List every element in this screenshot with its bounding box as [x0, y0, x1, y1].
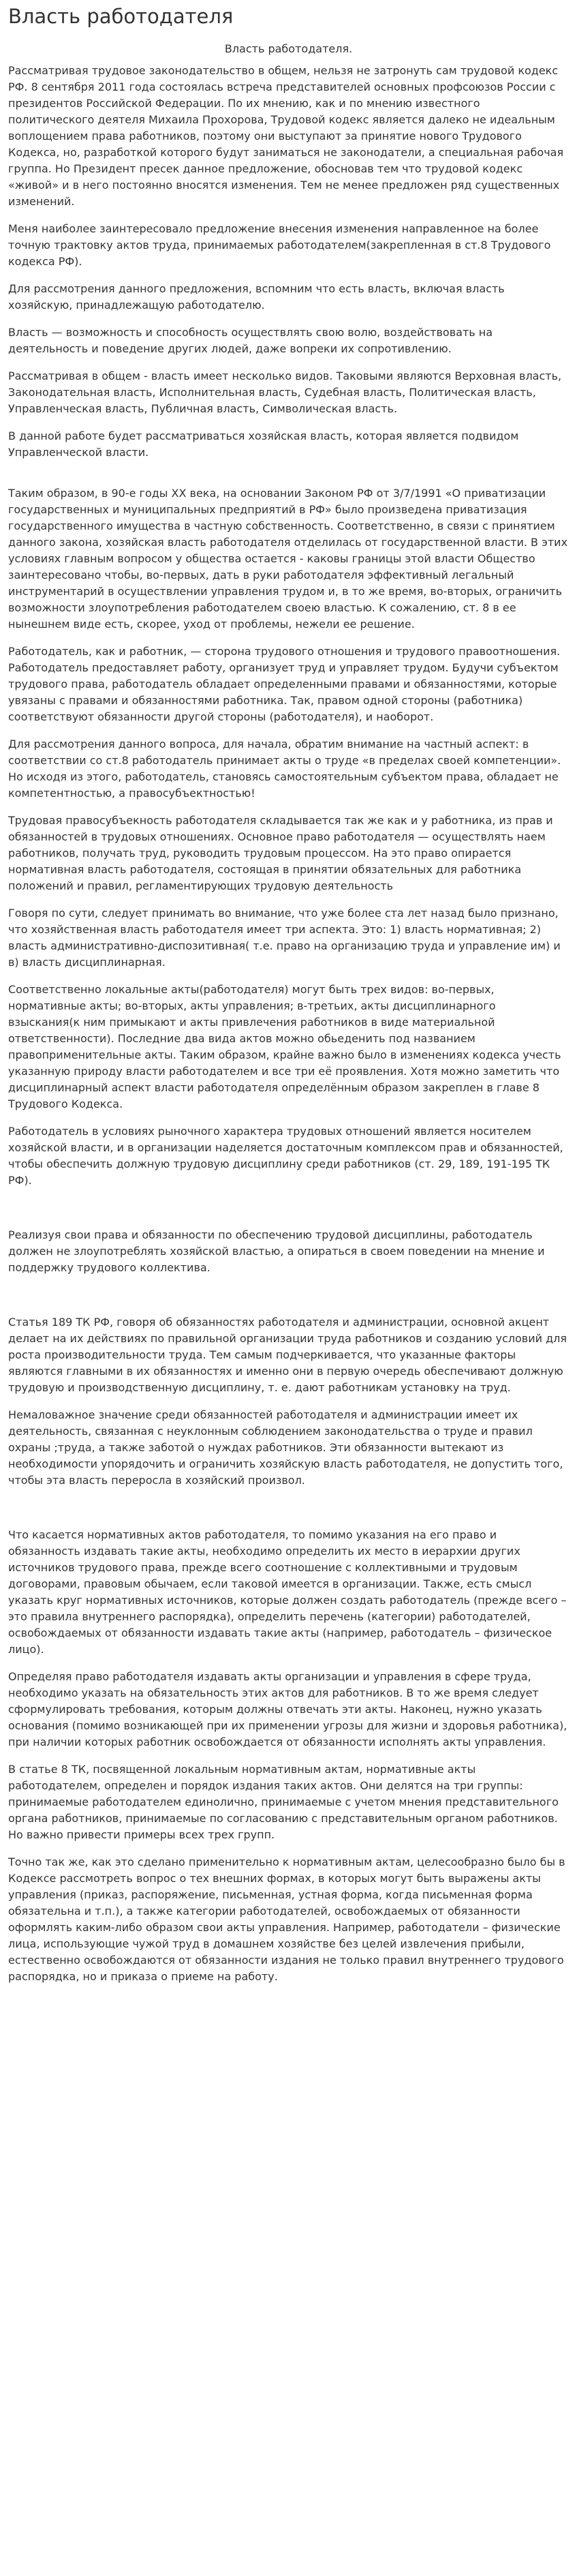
paragraph-8: Работодатель, как и работник, — сторона трудового отношения и трудового правоотношения. Работодатель предоставляет работу, организует труд и управляет трудом. Будучи субъектом трудового права, работодатель обладает определенными правами и обязанностями, которые увязаны с правами и обязанностями работника. Так, правом одной стороны (работника) соответствуют обязанности другой стороны (работодателя), и наоборот.	[8, 645, 561, 723]
paragraph-7: Таким образом, в 90-е годы XX века, на основании Законом РФ от 3/7/1991 «О приватизации государственных и муниципальных предприятий в РФ» было произведена приватизация государственного имущества в частную собственность. Соответственно, в связи с принятием данного закона, хозяйская власть работодателя отделилась от государственной власти. В этих условиях главным вопросом у общества остается - каковы границы этой власти Общество заинтересовано чтобы, во-первых, дать в руки работодателя эффективный легальный инструментарий в осуществлении управления трудом и, в то же время, во-вторых, ограничить возможности злоупотребления работодателем своею властью. К сожалению, ст. 8 в ее нынешнем виде есть, скорее, уход от проблемы, нежели ее решение.	[8, 487, 568, 631]
paragraph-9: Для рассмотрения данного вопроса, для начала, обратим внимание на частный аспект: в соответствии со ст.8 работодатель принимает акты о труде «в пределах своей компетенции». Но исходя из этого, работодатель, становясь самостоятельным субъектом права, обладает не компетентностью, а правосубъектностью!	[8, 738, 561, 800]
spacer	[8, 1200, 569, 1227]
paragraph-20: Точно так же, как это сделано применительно к нормативным актам, целесообразно было бы в Кодексе рассмотреть вопрос о тех внешних формах, в которых могут быть выражены акты управления (приказ, распоряжение, письменная, устная форма, когда письменная форма обязательна и т.п.), а также категории работодателей, освобождаемых от обязанности оформлять каким-либо образом свои акты управления. Например, работодатели – физические лица, использующие чужой труд в домашнем хозяйстве без целей извлечения прибыли, естественно освобождаются от обязанности издания не только правил внутреннего трудового распорядка, но и приказа о приеме на работу.	[8, 1855, 565, 1983]
spacer	[8, 472, 569, 485]
paragraph-15: Статья 189 ТК РФ, говоря об обязанностях работодателя и администрации, основной акцент делает на их действиях по правильной организации труда работников и созданию условий для роста производительности труда. Тем самым подчеркивается, что указанные факторы являются главными в их обязанностях и именно они в первую очередь обеспечивают должную трудовую и производственную дисциплину, т. е. дают работникам установку на труд.	[8, 1316, 567, 1394]
paragraph-6: В данной работе будет рассматриваться хозяйская власть, которая является подвидом Управленческой власти.	[8, 429, 519, 459]
paragraph-14: Реализуя свои права и обязанности по обеспечению трудовой дисциплины, работодатель должен не злоупотреблять хозяйской властью, а опираться в своем поведении на мнение и поддержку трудового коллектива.	[8, 1228, 545, 1274]
paragraph-18: Определяя право работодателя издавать акты организации и управления в сфере труда, необходимо указать на обязательность этих актов для работников. В то же время следует сформулировать требования, которым должны отвечать эти акты. Наконец, нужно указать основания (помимо возникающей при их применении угрозы для жизни и здоровья работника), при наличии которых работник освобождается от обязанности исполнять акты управления.	[8, 1670, 567, 1748]
paragraph-2: Меня наиболее заинтересовало предложение внесения изменения направленное на более точную трактовку актов труда, принимаемых работодателем(закрепленная в ст.8 Трудового кодекса РФ).	[8, 222, 551, 268]
paragraph-11: Говоря по сути, следует принимать во внимание, что уже более ста лет назад было признано, что хозяйственная власть работодателя имеет три аспекта. Это: 1) власть нормативная; 2) власть административно-диспозитивная( т.е. право на организацию труда и управление им) и в) власть дисциплинарная.	[8, 907, 561, 969]
paragraph-3: Для рассмотрения данного предложения, вспомним что есть власть, включая власть хозяйскую, принадлежащую работодателю.	[8, 282, 505, 312]
spacer	[8, 1287, 569, 1314]
page-title: Власть работодателя	[8, 5, 234, 28]
paragraph-5: Рассматривая в общем - власть имеет несколько видов. Таковыми являются Верховная власть, Законодательная власть, Исполнительная власть, Судебная власть, Политическая власть, Управленческая власть, Публичная власть, Символическая власть.	[8, 369, 562, 415]
paragraph-13: Работодатель в условиях рыночного характера трудовых отношений является носителем хозяйской власти, и в организации наделяется достаточным комплексом прав и обязанностей, чтобы обеспечить должную трудовую дисциплину среди работников (ст. 29, 189, 191-195 ТК РФ).	[8, 1125, 563, 1187]
paragraph-12: Соответственно локальные акты(работодателя) могут быть трех видов: во-первых, нормативные акты; во-вторых, акты управления; в-третьих, акты дисциплинарного взыскания(к ним примыкают и акты привлечения работников в виде материальной ответственности). Последние два вида актов можно обьеденить под названием правоприменительные акты. Таким образом, крайне важно было в изменениях кодекса учесть указанную природу власти работодателем и все три её проявления. Хотя можно заметить что дисциплинарный аспект власти работодателя определённым образом закреплен в главе 8 Трудового Кодекса.	[8, 983, 561, 1110]
paragraph-1: Рассматривая трудовое законодательство в общем, нельзя не затронуть сам трудовой кодекс РФ. 8 сентября 2011 года состоялась встреча представителей основных профсоюзов России с президентов Российской Федерации. По их мнению, как и по мнению известного политического деятеля Михаила Прохорова, Трудовой кодекс является далеко не идеальным воплощением права работников, поэтому они выступают за принятие нового Трудового Кодекса, но, разработкой которого будут заниматься не законодатели, а специальная рабочая группа. Но Президент пресек данное предложение, обосновав тем что трудовой кодекс «живой» и в него постоянно вносятся изменения. Тем не менее предложен ряд существенных изменений.	[8, 64, 564, 208]
paragraph-19: В статье 8 ТК, посвященной локальным нормативным актам, нормативные акты работодателем, определен и порядок издания таких актов. Они делятся на три группы: принимаемые работодателем единолично, принимаемые с учетом мнения представительного органа работников, принимаемые по согласованию с представительным органом работников. Но важно привести примеры всех трех групп.	[8, 1763, 559, 1841]
paragraph-16: Немаловажное значение среди обязанностей работодателя и администрации имеет их деятельность, связанная с неуклонным соблюдением законодательства о труде и правил охраны ;труда, а также заботой о нуждах работников. Эти обязанности вытекают из необходимости упорядочить и ограничить хозяйскую власть работодателя, не допустить того, чтобы эта власть переросла в хозяйский произвол.	[8, 1408, 563, 1487]
spacer	[8, 1500, 569, 1527]
document-heading: Власть работодателя.	[224, 42, 353, 55]
paragraph-17: Что касается нормативных актов работодателя, то помимо указания на его право и обязанность издавать такие акты, необходимо определить их место в иерархии других источников трудового права, прежде всего соотношение с коллективными и трудовым договорами, правовым обычаем, если таковой имеется в организации. Также, есть смысл указать круг нормативных источников, которые должен создать работодатель (прежде всего – это правила внутреннего распорядка), определить перечень (категории) работодателей, освобождаемых от обязанности издавать такие акты (например, работодатель – физическое лицо).	[8, 1528, 567, 1656]
paragraph-10: Трудовая правосубъекность работодателя складывается так же как и у работника, из прав и обязанностей в трудовых отношениях. Основное право работодателя — осуществлять наем работников, получать труд, руководить трудовым процессом. На это право опирается нормативная власть работодателя, состоящая в принятии обязательных для работника положений и правил, регламентирующих трудовую деятельность	[8, 814, 553, 892]
paragraph-4: Власть — возможность и способность осуществлять свою волю, воздействовать на деятельность и поведение других людей, даже вопреки их сопротивлению.	[8, 326, 493, 355]
